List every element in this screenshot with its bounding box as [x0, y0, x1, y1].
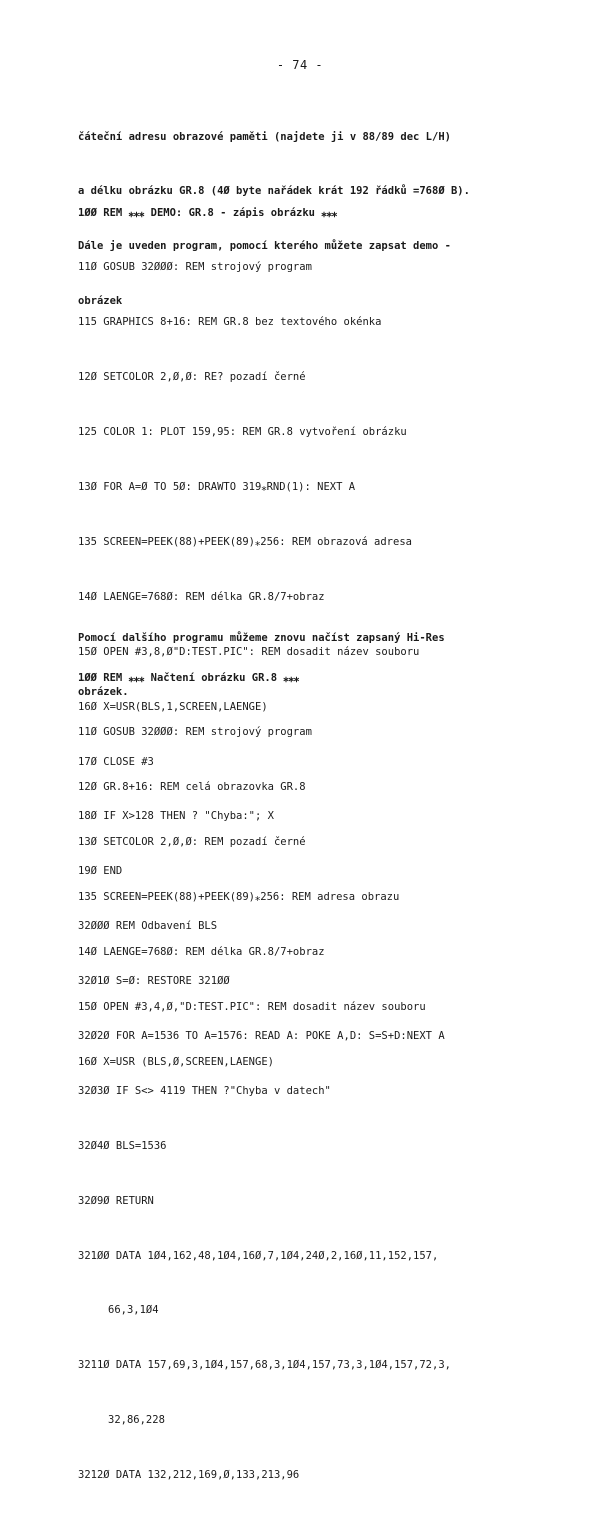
code-line: 16Ø X=USR(BLS,1,SCREEN,LAENGE) [78, 700, 268, 713]
code-line: 32Ø3Ø IF S<> 4119 THEN ?"Chyba v datech" [78, 1084, 331, 1097]
code-line: 135 SCREEN=PEEK(88)+PEEK(89)⁎256: REM obrazová adresa [78, 535, 412, 548]
code-line: 15Ø OPEN #3,4,Ø,"D:TEST.PIC": REM dosadit název souboru [78, 1000, 426, 1013]
code-line: 11Ø GOSUB 32ØØØ: REM strojový program [78, 726, 312, 739]
code-line: 18Ø IF X>128 THEN ? "Chyba:"; X [78, 810, 274, 823]
code-line: 32Ø2Ø FOR A=1536 TO A=1576: READ A: POKE A,D: S=S+D:NEXT A [78, 1029, 445, 1042]
code-line: 32Ø1Ø S=Ø: RESTORE 321ØØ [78, 975, 230, 988]
code-line: 32Ø9Ø RETURN [78, 1194, 154, 1207]
text-line: a délku obrázku GR.8 (4Ø byte nařádek krát 192 řádků =768Ø B). [78, 185, 470, 198]
code-line: 15Ø OPEN #3,8,Ø"D:TEST.PIC": REM dosadit název souboru [78, 645, 420, 658]
program-listing-2 [78, 632, 558, 1108]
text-line: obrázek. [78, 686, 129, 699]
text-line: čáteční adresu obrazové paměti (najdete ji v 88/89 dec L/H) [78, 130, 451, 143]
code-line: 13Ø FOR A=Ø TO 5Ø: DRAWTO 319⁎RND(1): NEXT A [78, 481, 356, 494]
code-line: 17Ø CLOSE #3 [78, 755, 154, 768]
code-line: 19Ø END [78, 865, 123, 878]
text-line: Pomocí dalšího programu můžeme znovu načíst zapsaný Hi-Res [78, 631, 445, 644]
code-line: 11Ø GOSUB 32ØØØ: REM strojový program [78, 261, 312, 274]
code-line: 321ØØ DATA 1Ø4,162,48,1Ø4,16Ø,7,1Ø4,24Ø,2,16Ø,11,152,157, [78, 1249, 439, 1262]
page-number: - 74 - [276, 58, 324, 72]
code-line-continuation: 32,86,228 [108, 1414, 165, 1427]
code-line: 32ØØØ REM Odbavení BLS [78, 920, 218, 933]
code-line: 12Ø GR.8+16: REM celá obrazovka GR.8 [78, 781, 306, 794]
text-line: obrázek [78, 295, 123, 308]
code-line: 1ØØ REM ⁎⁎⁎ Načtení obrázku GR.8 ⁎⁎⁎ [78, 671, 300, 684]
code-line: 3211Ø DATA 157,69,3,1Ø4,157,68,3,1Ø4,157,73,3,1Ø4,157,72,3, [78, 1359, 451, 1372]
code-line: 125 COLOR 1: PLOT 159,95: REM GR.8 vytvoření obrázku [78, 426, 407, 439]
code-line: 115 GRAPHICS 8+16: REM GR.8 bez textového okénka [78, 316, 382, 329]
text-line: Dále je uveden program, pomocí kterého můžete zapsat demo - [78, 240, 451, 253]
code-line: 14Ø LAENGE=768Ø: REM délka GR.8/7+obraz [78, 946, 325, 959]
code-line: 12Ø SETCOLOR 2,Ø,Ø: RE? pozadí černé [78, 371, 306, 384]
code-line: 16Ø X=USR (BLS,Ø,SCREEN,LAENGE) [78, 1055, 274, 1068]
code-line: 1ØØ REM ⁎⁎⁎ DEMO: GR.8 - zápis obrázku ⁎⁎⁎ [78, 206, 338, 219]
code-line: 3212Ø DATA 132,212,169,Ø,133,213,96 [78, 1469, 300, 1482]
code-line: 14Ø LAENGE=768Ø: REM délka GR.8/7+obraz [78, 590, 325, 603]
code-line: 13Ø SETCOLOR 2,Ø,Ø: REM pozadí černé [78, 836, 306, 849]
code-line: 32Ø4Ø BLS=1536 [78, 1139, 167, 1152]
code-line-continuation: 66,3,1Ø4 [108, 1304, 159, 1317]
code-line: 135 SCREEN=PEEK(88)+PEEK(89)⁎256: REM adresa obrazu [78, 891, 400, 904]
